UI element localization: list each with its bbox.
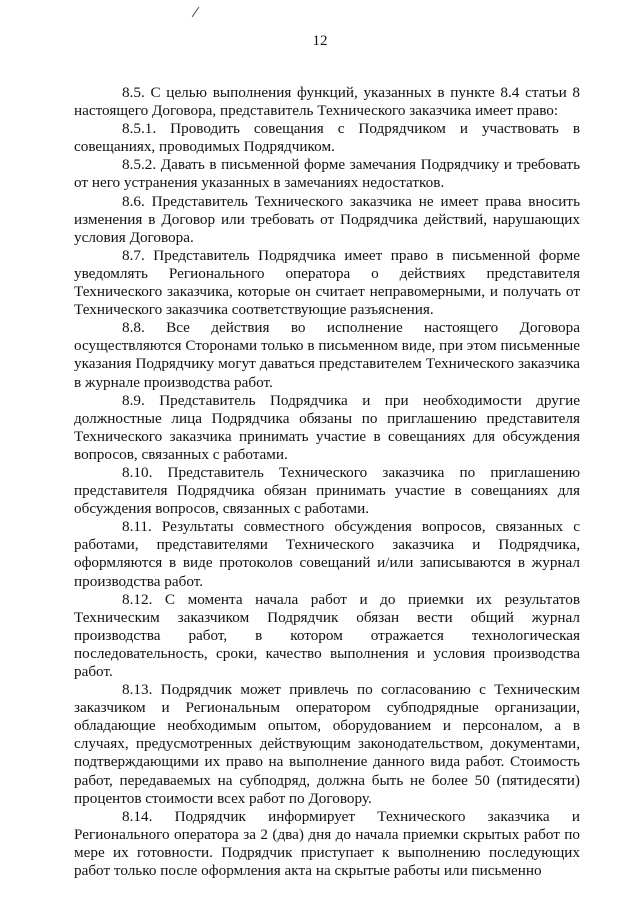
scan-mark <box>192 7 200 17</box>
paragraph-8-14: 8.14. Подрядчик информирует Технического заказчика и Регионального оператора за 2 (два) дня до начала приемки скрытых работ по мере их готовности. Подрядчик приступает к выполнению последующих работ только после оформления акта на скрытые работы или письменно <box>74 807 580 880</box>
paragraph-8-11: 8.11. Результаты совместного обсуждения вопросов, связанных с работами, представителями Технического заказчика и Подрядчика, оформляются в виде протоколов совещаний и/или записываются в журнал производства работ. <box>74 518 580 590</box>
paragraph-8-5: 8.5. С целью выполнения функций, указанных в пункте 8.4 статьи 8 настоящего Договора, представитель Технического заказчика имеет право: <box>74 84 580 120</box>
paragraph-8-13: 8.13. Подрядчик может привлечь по согласованию с Техническим заказчиком и Региональным оператором субподрядные организации, обладающие необходимым опытом, оборудованием и персоналом, а в случаях, предусмотренных действующим законодательством, документами, подтверждающими их право на выполнение данного вида работ. Стоимость работ, передаваемых на субподряд, должна быть не более 50 (пятидесяти) процентов стоимости всех работ по Договору. <box>74 681 580 807</box>
paragraph-8-9: 8.9. Представитель Подрядчика и при необходимости другие должностные лица Подрядчика обязаны по приглашению представителя Технического заказчика принимать участие в совещаниях для обсуждения вопросов, связанных с работами. <box>74 391 580 463</box>
paragraph-8-10: 8.10. Представитель Технического заказчика по приглашению представителя Подрядчика обязан принимать участие в совещаниях для обсуждения вопросов, связанных с работами. <box>74 463 580 518</box>
paragraph-8-7: 8.7. Представитель Подрядчика имеет право в письменной форме уведомлять Регионального оператора о действиях представителя Технического заказчика, которые он считает неправомерными, и получать от Технического заказчика соответствующие разъяснения. <box>74 246 580 319</box>
paragraph-8-6: 8.6. Представитель Технического заказчика не имеет права вносить изменения в Договор или требовать от Подрядчика действий, нарушающих условия Договора. <box>74 192 580 246</box>
page-number: 12 <box>312 33 328 49</box>
paragraph-8-5-1: 8.5.1. Проводить совещания с Подрядчиком и участвовать в совещаниях, проводимых Подрядчиком. <box>74 120 580 156</box>
paragraph-8-8: 8.8. Все действия во исполнение настоящего Договора осуществляются Сторонами только в письменном виде, при этом письменные указания Подрядчику могут даваться представителем Технического заказчика в журнале производства работ. <box>74 319 580 391</box>
paragraph-8-12: 8.12. С момента начала работ и до приемки их результатов Техническим заказчиком Подрядчик обязан вести общий журнал производства работ, в котором отражается технологическая последовательность, сроки, качество выполнения и условия производства работ. <box>74 590 580 680</box>
paragraph-8-5-2: 8.5.2. Давать в письменной форме замечания Подрядчику и требовать от него устранения указанных в замечаниях недостатков. <box>74 156 580 192</box>
document-body <box>74 84 580 880</box>
